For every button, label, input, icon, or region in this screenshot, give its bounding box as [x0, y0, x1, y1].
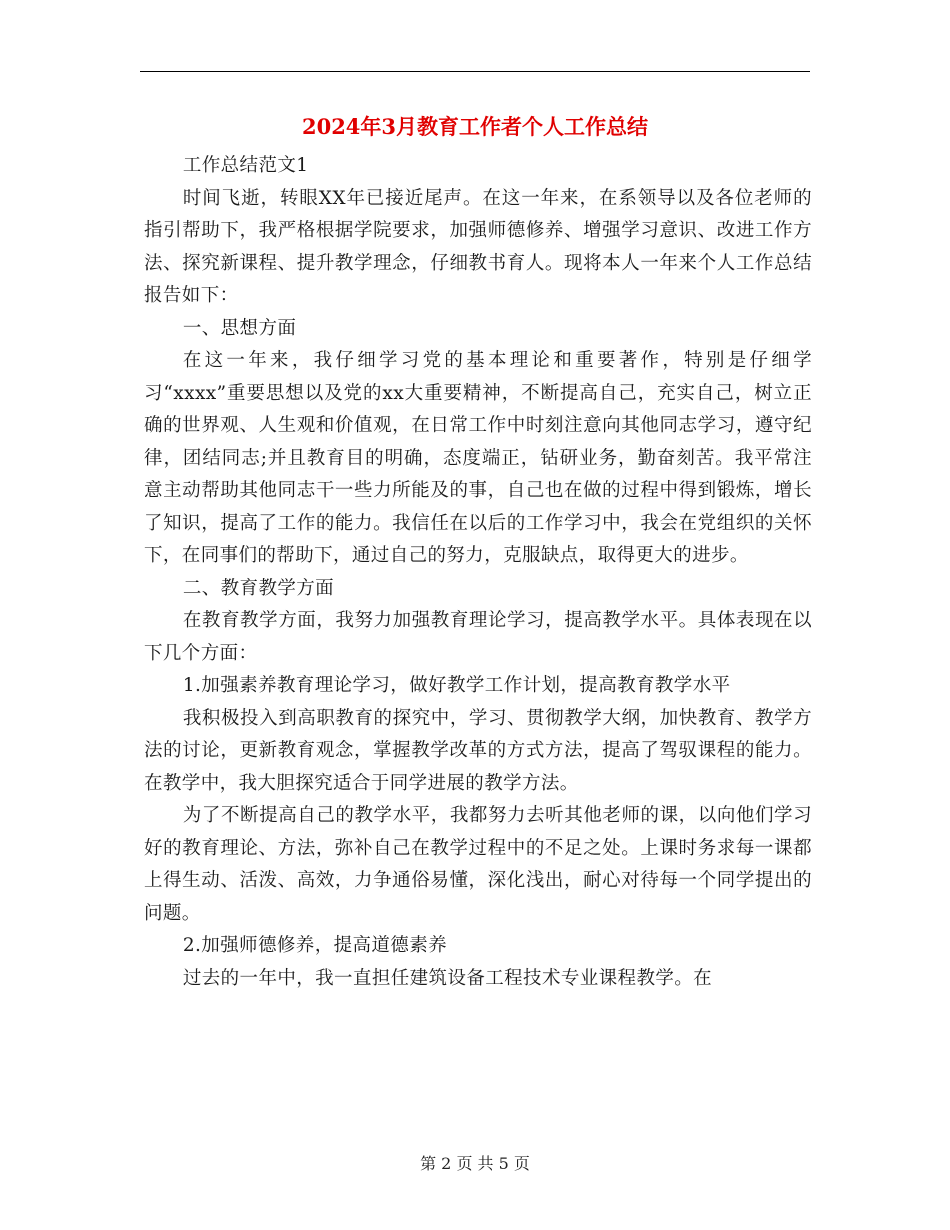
page-number: 第 2 页 共 5 页 — [420, 1154, 530, 1173]
subsection-heading: 2.加强师德修养，提高道德素养 — [182, 935, 447, 956]
document-body — [144, 150, 812, 995]
paragraph: 在教育教学方面，我努力加强教育理论学习，提高教学水平。具体表现在以下几个方面： — [144, 610, 812, 664]
paragraph: 为了不断提高自己的教学水平，我都努力去听其他老师的课，以向他们学习好的教育理论、方法，弥补自己在教学过程中的不足之处。上课时务求每一课都上得生动、活泼、高效，力争通俗易懂，深化浅出，耐心对待每一个同学提出的问题。 — [144, 805, 812, 924]
paragraph: 在这一年来，我仔细学习党的基本理论和重要著作，特别是仔细学习“xxxx”重要思想以及党的xx大重要精神，不断提高自己，充实自己，树立正确的世界观、人生观和价值观，在日常工作中时刻注意向其他同志学习，遵守纪律，团结同志;并且教育目的明确，态度端正，钻研业务，勤奋刻苦。我平常注意主动帮助其他同志干一些力所能及的事，自己也在做的过程中得到锻炼，增长了知识，提高了工作的能力。我信任在以后的工作学习中，我会在党组织的关怀下，在同事们的帮助下，通过自己的努力，克服缺点，取得更大的进步。 — [144, 350, 812, 566]
subsection-heading: 1.加强素养教育理论学习，做好教学工作计划，提高教育教学水平 — [182, 675, 731, 696]
section-heading: 二、教育教学方面 — [182, 577, 335, 599]
paragraph: 我积极投入到高职教育的探究中，学习、贯彻教学大纲，加快教育、教学方法的讨论，更新教育观念，掌握教学改革的方式方法，提高了驾驭课程的能力。在教学中，我大胆探究适合于同学进展的教学方法。 — [144, 707, 812, 794]
section-heading: 一、思想方面 — [182, 317, 297, 339]
section-label: 工作总结范文1 — [182, 155, 309, 176]
paragraph: 时间飞逝，转眼XX年已接近尾声。在这一年来，在系领导以及各位老师的指引帮助下，我严格根据学院要求，加强师德修养、增强学习意识、改进工作方法、探究新课程、提升教学理念，仔细教书育人。现将本人一年来个人工作总结报告如下： — [144, 187, 812, 306]
document-title: 2024年3月教育工作者个人工作总结 — [301, 114, 649, 139]
paragraph: 过去的一年中，我一直担任建筑设备工程技术专业课程教学。在 — [182, 967, 713, 989]
header-rule — [140, 71, 810, 72]
